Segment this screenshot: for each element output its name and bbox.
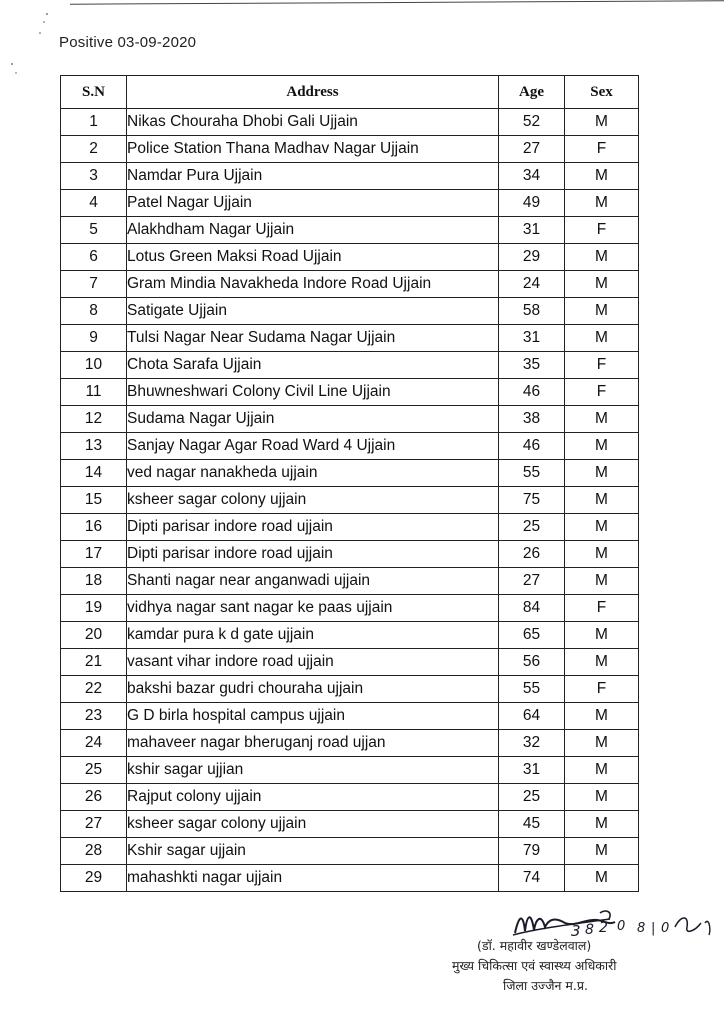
cell-age: 65 — [499, 622, 565, 649]
header-address: Address — [127, 76, 499, 109]
cell-age: 31 — [499, 325, 565, 352]
table-row — [61, 568, 639, 595]
cell-sex: M — [565, 838, 639, 865]
cell-age: 46 — [499, 433, 565, 460]
cell-address: kamdar pura k d gate ujjain — [127, 622, 499, 649]
header-sn: S.N — [61, 76, 127, 109]
table-row — [61, 649, 639, 676]
cell-sn: 18 — [61, 568, 127, 595]
cell-address: Patel Nagar Ujjain — [127, 190, 499, 217]
cell-sn: 7 — [61, 271, 127, 298]
table-row — [61, 703, 639, 730]
cell-address: ksheer sagar colony ujjain — [127, 487, 499, 514]
positive-cases-table — [60, 75, 639, 892]
cell-sex: M — [565, 703, 639, 730]
table-row — [61, 379, 639, 406]
cell-age: 26 — [499, 541, 565, 568]
cell-sex: M — [565, 541, 639, 568]
table-row — [61, 163, 639, 190]
cell-sex: M — [565, 757, 639, 784]
cell-sex: M — [565, 784, 639, 811]
cell-age: 55 — [499, 676, 565, 703]
cell-age: 27 — [499, 568, 565, 595]
cell-sn: 24 — [61, 730, 127, 757]
cell-sex: M — [565, 514, 639, 541]
cell-address: Rajput colony ujjain — [127, 784, 499, 811]
cell-age: 31 — [499, 217, 565, 244]
table-row — [61, 514, 639, 541]
cell-age: 38 — [499, 406, 565, 433]
cell-sex: M — [565, 271, 639, 298]
cell-sn: 6 — [61, 244, 127, 271]
header-sex: Sex — [565, 76, 639, 109]
cell-sex: M — [565, 568, 639, 595]
cell-sn: 26 — [61, 784, 127, 811]
cell-address: kshir sagar ujjian — [127, 757, 499, 784]
cell-address: Satigate Ujjain — [127, 298, 499, 325]
cell-sn: 8 — [61, 298, 127, 325]
cell-sn: 20 — [61, 622, 127, 649]
cell-sex: F — [565, 352, 639, 379]
cell-age: 34 — [499, 163, 565, 190]
cell-sn: 22 — [61, 676, 127, 703]
signatory-designation: मुख्य चिकित्सा एवं स्वास्थ्य अधिकारी — [452, 958, 617, 973]
cell-age: 64 — [499, 703, 565, 730]
cell-address: Sudama Nagar Ujjain — [127, 406, 499, 433]
cell-sn: 12 — [61, 406, 127, 433]
table-row — [61, 271, 639, 298]
svg-text:|: | — [651, 921, 656, 936]
table-row — [61, 541, 639, 568]
cell-sex: M — [565, 109, 639, 136]
cell-age: 74 — [499, 865, 565, 892]
cell-age: 29 — [499, 244, 565, 271]
cell-age: 27 — [499, 136, 565, 163]
cell-sex: F — [565, 595, 639, 622]
cell-sex: M — [565, 433, 639, 460]
cell-address: ved nagar nanakheda ujjain — [127, 460, 499, 487]
cell-age: 75 — [499, 487, 565, 514]
cell-sex: M — [565, 865, 639, 892]
svg-text:0: 0 — [661, 921, 670, 936]
table-row — [61, 298, 639, 325]
svg-text:8: 8 — [637, 921, 646, 936]
cell-address: Dipti parisar indore road ujjain — [127, 541, 499, 568]
table-row — [61, 757, 639, 784]
table-row — [61, 595, 639, 622]
svg-text:0: 0 — [617, 919, 626, 934]
cell-age: 79 — [499, 838, 565, 865]
cell-sex: M — [565, 460, 639, 487]
cell-address: mahashkti nagar ujjain — [127, 865, 499, 892]
table-row — [61, 487, 639, 514]
cell-sn: 15 — [61, 487, 127, 514]
cell-address: ksheer sagar colony ujjain — [127, 811, 499, 838]
table-row — [61, 244, 639, 271]
cell-sex: F — [565, 676, 639, 703]
cell-address: Namdar Pura Ujjain — [127, 163, 499, 190]
cell-sex: F — [565, 217, 639, 244]
table-row — [61, 406, 639, 433]
cell-sn: 4 — [61, 190, 127, 217]
cell-sn: 10 — [61, 352, 127, 379]
cell-sex: M — [565, 298, 639, 325]
cell-address: vidhya nagar sant nagar ke paas ujjain — [127, 595, 499, 622]
table-row — [61, 217, 639, 244]
cell-sn: 27 — [61, 811, 127, 838]
cell-age: 25 — [499, 784, 565, 811]
cell-sn: 25 — [61, 757, 127, 784]
signatory-name: (डॉ. महावीर खण्डेलवाल) — [477, 938, 592, 953]
cell-sn: 17 — [61, 541, 127, 568]
cell-age: 31 — [499, 757, 565, 784]
cell-address: Bhuwneshwari Colony Civil Line Ujjain — [127, 379, 499, 406]
cell-sn: 1 — [61, 109, 127, 136]
cell-address: Kshir sagar ujjain — [127, 838, 499, 865]
table-row — [61, 433, 639, 460]
cell-age: 52 — [499, 109, 565, 136]
cell-sn: 16 — [61, 514, 127, 541]
cell-sn: 23 — [61, 703, 127, 730]
document-heading: Positive 03-09-2020 — [59, 34, 197, 51]
cell-sex: M — [565, 163, 639, 190]
cell-address: Chota Sarafa Ujjain — [127, 352, 499, 379]
cell-sex: M — [565, 487, 639, 514]
cell-address: bakshi bazar gudri chouraha ujjain — [127, 676, 499, 703]
cell-address: Gram Mindia Navakheda Indore Road Ujjain — [127, 271, 499, 298]
cell-sn: 29 — [61, 865, 127, 892]
cell-age: 35 — [499, 352, 565, 379]
cell-address: vasant vihar indore road ujjain — [127, 649, 499, 676]
cell-age: 32 — [499, 730, 565, 757]
table-row — [61, 136, 639, 163]
cell-sn: 2 — [61, 136, 127, 163]
cell-sex: M — [565, 244, 639, 271]
table-row — [61, 865, 639, 892]
table-row — [61, 811, 639, 838]
cell-sn: 13 — [61, 433, 127, 460]
svg-text:3: 3 — [571, 922, 581, 940]
cell-sex: M — [565, 622, 639, 649]
cell-address: Dipti parisar indore road ujjain — [127, 514, 499, 541]
cell-sex: M — [565, 811, 639, 838]
svg-text:2: 2 — [599, 920, 608, 936]
cell-address: Sanjay Nagar Agar Road Ward 4 Ujjain — [127, 433, 499, 460]
cell-address: Shanti nagar near anganwadi ujjain — [127, 568, 499, 595]
cell-sn: 28 — [61, 838, 127, 865]
cell-address: Police Station Thana Madhav Nagar Ujjain — [127, 136, 499, 163]
table-row — [61, 460, 639, 487]
cell-sex: M — [565, 730, 639, 757]
cell-age: 25 — [499, 514, 565, 541]
table-row — [61, 352, 639, 379]
cell-age: 84 — [499, 595, 565, 622]
page-top-edge-line — [70, 0, 724, 4]
cell-sex: M — [565, 406, 639, 433]
cell-sn: 19 — [61, 595, 127, 622]
cell-sex: M — [565, 325, 639, 352]
cell-sex: F — [565, 379, 639, 406]
svg-text:8: 8 — [585, 922, 594, 938]
cell-sex: F — [565, 136, 639, 163]
cell-age: 56 — [499, 649, 565, 676]
cell-address: Lotus Green Maksi Road Ujjain — [127, 244, 499, 271]
cell-sex: M — [565, 649, 639, 676]
signatory-location: जिला उज्जैन म.प्र. — [503, 978, 588, 993]
cell-address: Nikas Chouraha Dhobi Gali Ujjain — [127, 109, 499, 136]
table-row — [61, 730, 639, 757]
table-row — [61, 676, 639, 703]
table-row — [61, 109, 639, 136]
cell-sex: M — [565, 190, 639, 217]
table-row — [61, 784, 639, 811]
cell-sn: 14 — [61, 460, 127, 487]
cell-sn: 21 — [61, 649, 127, 676]
cell-age: 49 — [499, 190, 565, 217]
cell-address: Alakhdham Nagar Ujjain — [127, 217, 499, 244]
cell-age: 58 — [499, 298, 565, 325]
table-row — [61, 325, 639, 352]
table-row — [61, 190, 639, 217]
cell-address: mahaveer nagar bheruganj road ujjan — [127, 730, 499, 757]
cell-sn: 3 — [61, 163, 127, 190]
header-age: Age — [499, 76, 565, 109]
cell-age: 24 — [499, 271, 565, 298]
table-header-row — [61, 76, 639, 109]
table-body — [61, 109, 639, 892]
cell-sn: 9 — [61, 325, 127, 352]
cell-age: 45 — [499, 811, 565, 838]
cell-age: 55 — [499, 460, 565, 487]
scan-specks — [0, 0, 60, 90]
cell-address: Tulsi Nagar Near Sudama Nagar Ujjain — [127, 325, 499, 352]
cell-address: G D birla hospital campus ujjain — [127, 703, 499, 730]
cell-sn: 11 — [61, 379, 127, 406]
table-row — [61, 838, 639, 865]
cell-sn: 5 — [61, 217, 127, 244]
table-row — [61, 622, 639, 649]
cell-age: 46 — [499, 379, 565, 406]
